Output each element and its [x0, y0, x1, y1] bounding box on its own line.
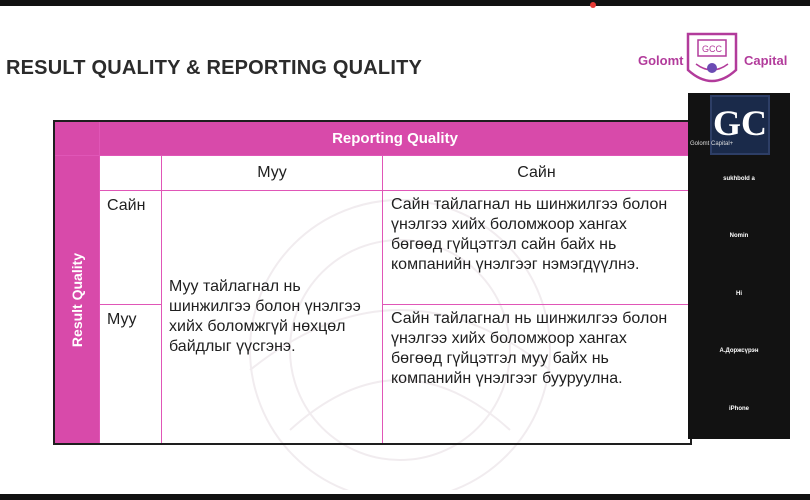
- table-cell-good-poor: Сайн тайлагнал нь шинжилгээ болон үнэлгээ хийх боломжоор хангах бөгөөд гүйцэтгэл муу байх нь компанийн үнэлгээг бууруулна.: [383, 305, 692, 445]
- recording-indicator-icon: [590, 2, 596, 8]
- crest-icon: [684, 30, 740, 92]
- participant-tile[interactable]: sukhbold a: [723, 176, 755, 182]
- participant-tile[interactable]: iPhone: [728, 406, 749, 412]
- row-header-muu: Муу: [100, 305, 162, 445]
- reporting-quality-header: Reporting Quality: [100, 121, 692, 156]
- logo-left-word: Golomt: [638, 53, 684, 68]
- participant-tile[interactable]: Hi: [736, 291, 742, 297]
- gc-logo-icon: [712, 97, 768, 143]
- participant-tile[interactable]: Nomin: [729, 233, 749, 239]
- host-initials: GC: [713, 103, 767, 143]
- result-quality-side-header: [54, 156, 100, 445]
- logo-badge: GCC: [702, 44, 722, 54]
- top-bar: [0, 0, 810, 6]
- quality-matrix-table: [53, 120, 692, 445]
- host-name: Golomt Capital+: [690, 141, 734, 147]
- logo-right-word: Capital: [744, 53, 788, 68]
- slide-title: RESULT QUALITY & REPORTING QUALITY: [6, 57, 423, 79]
- result-quality-label: Result Quality: [69, 252, 85, 347]
- participants-panel: [688, 93, 790, 439]
- blank-header-cell: [100, 156, 162, 191]
- column-header-sain: Сайн: [383, 156, 692, 191]
- participant-tile[interactable]: А.Доржсүрэн: [719, 348, 759, 354]
- row-header-sain: Сайн: [100, 191, 162, 305]
- bottom-bar: [0, 494, 810, 500]
- table-corner: [54, 121, 100, 156]
- company-logo: [636, 30, 788, 100]
- column-header-muu: Муу: [162, 156, 383, 191]
- table-cell-good-good: Сайн тайлагнал нь шинжилгээ болон үнэлгээ хийх боломжоор хангах бөгөөд гүйцэтгэл сайн байх нь компанийн үнэлгээг нэмэгдүүлнэ.: [383, 191, 692, 305]
- table-cell-poor-reporting: Муу тайлагнал нь шинжилгээ болон үнэлгээ хийх боломжгүй нөхцөл байдлыг үүсгэнэ.: [162, 191, 383, 445]
